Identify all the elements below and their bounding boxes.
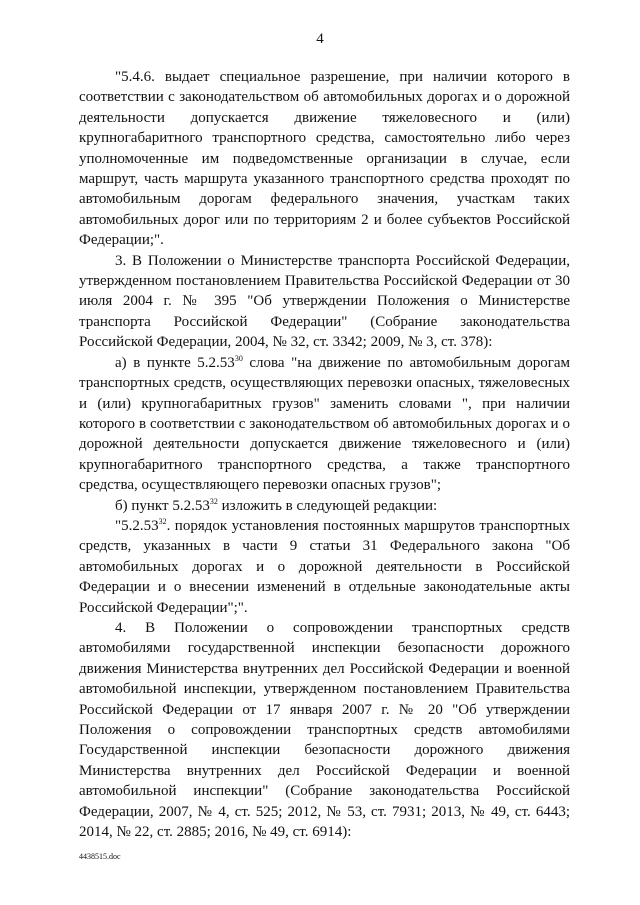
page-number: 4 bbox=[316, 31, 324, 47]
paragraph-p-5-4-6 bbox=[79, 67, 570, 251]
paragraph-text: "5.4.6. выдает специальное разрешение, при наличии которого в соответствии с законодательством об автомобильных дорогах и о дорожной деятельности допускается движение тяжеловесного и (или) крупногабаритного транспортного средства, самостоятельно либо через уполномоченные им подведомственные организации в случае, если маршрут, часть маршрута указанного транспортного средства проходят по автомобильным дорогам федерального значения, участкам таких автомобильных дорог или по территориям 2 и более субъектов Российской Федерации;". bbox=[79, 69, 570, 249]
paragraph-p-5-2-53-32 bbox=[79, 516, 570, 618]
footnote-superscript: 30 bbox=[234, 353, 243, 363]
document-body bbox=[79, 67, 570, 842]
paragraph-text: "5.2.53 bbox=[115, 517, 159, 534]
paragraph-text: слова "на движение по автомобильным дорогам транспортных средств, осуществляющих перевозки опасных, тяжеловесных и (или) крупногабаритных грузов" заменить словами ", при наличии которого в соответствии с законодательством об автомобильных дорогах и о дорожной деятельности допускается движение тяжеловесного и (или) крупногабаритного транспортного средства, а также транспортного средства, осуществляющего перевозки опасных грузов"; bbox=[79, 354, 570, 494]
paragraph-text: . порядок установления постоянных маршрутов транспортных средств, указанных в части 9 статьи 31 Федерального закона "Об автомобильных дорогах и о дорожной деятельности в Российской Федерации и о внесении изменений в отдельные законодательные акты Российской Федерации";". bbox=[79, 517, 570, 616]
paragraph-text: 4. В Положении о сопровождении транспортных средств автомобилями государственной инспекции безопасности дорожного движения Министерства внутренних дел Российской Федерации и военной автомобильной инспекции, утвержденном постановлением Правительства Российской Федерации от 17 января 2007 г. № 20 "Об утверждении Положения о сопровождении транспортных средств автомобилями Государственной инспекции безопасности дорожного движения Министерства внутренних дел Российской Федерации и военной автомобильной инспекции" (Собрание законодательства Российской Федерации, 2007, № 4, ст. 525; 2012, № 53, ст. 7931; 2013, № 49, ст. 6443; 2014, № 22, ст. 2885; 2016, № 49, ст. 6914): bbox=[79, 619, 570, 841]
paragraph-text: б) пункт 5.2.53 bbox=[115, 497, 210, 514]
footnote-superscript: 32 bbox=[209, 496, 218, 506]
paragraph-p-4 bbox=[79, 618, 570, 842]
paragraph-text: 3. В Положении о Министерстве транспорта Российской Федерации, утвержденном постановлением Правительства Российской Федерации от 30 июля 2004 г. № 395 "Об утверждении Положения о Министерстве транспорта Российской Федерации" (Собрание законодательства Российской Федерации, 2004, № 32, ст. 3342; 2009, № 3, ст. 378): bbox=[79, 252, 570, 351]
paragraph-text: а) в пункте 5.2.53 bbox=[115, 354, 235, 371]
paragraph-p-3a bbox=[79, 353, 570, 496]
document-file-id: 4438515.doc bbox=[79, 852, 121, 861]
paragraph-p-3 bbox=[79, 251, 570, 353]
paragraph-text: изложить в следующей редакции: bbox=[217, 497, 438, 514]
footnote-superscript: 32 bbox=[158, 516, 167, 526]
paragraph-p-3b bbox=[79, 496, 570, 516]
